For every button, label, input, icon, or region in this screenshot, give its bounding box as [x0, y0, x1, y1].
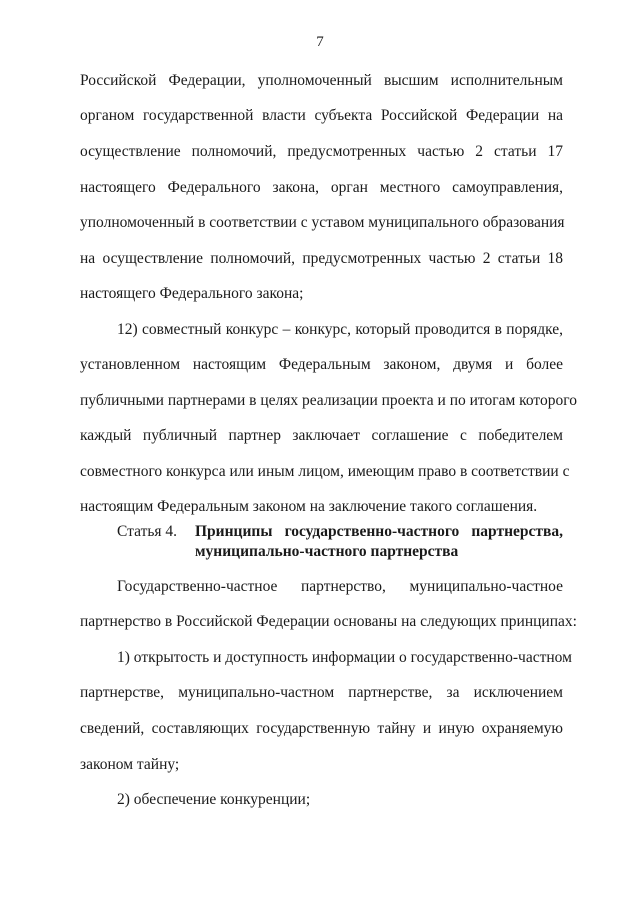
page-number: 7 — [316, 34, 324, 50]
text-line: партнерстве, муниципально-частном партнерстве, за исключением — [80, 684, 563, 701]
text-line: каждый публичный партнер заключает соглашение с победителем — [80, 427, 563, 444]
text-line: совместного конкурса или иным лицом, имеющим право в соответствии с — [80, 463, 570, 480]
text-line: органом государственной власти субъекта Российской Федерации на — [80, 107, 563, 124]
text-line: настоящего Федерального закона, орган местного самоуправления, — [80, 179, 563, 196]
text-line: Государственно-частное партнерство, муниципально-частное — [117, 578, 563, 595]
article-number: Статья 4. — [117, 523, 178, 540]
text-line: публичными партнерами в целях реализации проекта и по итогам которого — [80, 392, 577, 409]
article-title — [195, 522, 563, 562]
text-line: законом тайну; — [80, 756, 180, 773]
text-line: уполномоченный в соответствии с уставом муниципального образования — [80, 214, 565, 231]
text-line: 1) открытость и доступность информации о государственно-частном — [117, 649, 572, 666]
article-title-line: муниципально-частного партнерства — [195, 543, 459, 560]
text-line: настоящего Федерального закона; — [80, 285, 304, 302]
text-line: партнерство в Российской Федерации основаны на следующих принципах: — [80, 613, 577, 630]
text-line: сведений, составляющих государственную тайну и иную охраняемую — [80, 720, 563, 737]
text-line: 12) совместный конкурс – конкурс, который проводится в порядке, — [117, 321, 563, 338]
text-line: настоящим Федеральным законом на заключение такого соглашения. — [80, 498, 538, 515]
text-line: Российской Федерации, уполномоченный высшим исполнительным — [80, 72, 563, 89]
text-line: осуществление полномочий, предусмотренных частью 2 статьи 17 — [80, 143, 563, 160]
text-line: 2) обеспечение конкуренции; — [117, 791, 311, 808]
text-line: установленном настоящим Федеральным законом, двумя и более — [80, 356, 563, 373]
article-title-line: Принципы государственно-частного партнерства, — [195, 523, 563, 540]
text-line: на осуществление полномочий, предусмотренных частью 2 статьи 18 — [80, 250, 563, 267]
